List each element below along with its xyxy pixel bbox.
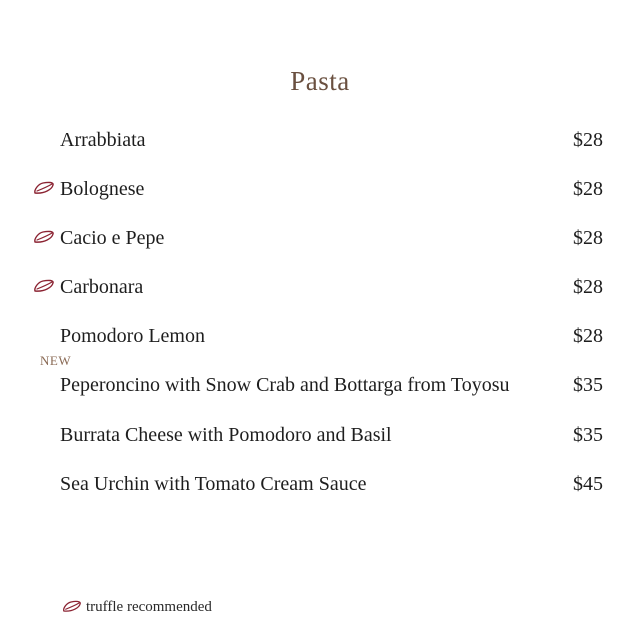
lips-icon xyxy=(62,600,82,613)
menu-item-name: Peperoncino with Snow Crab and Bottarga from Toyosu xyxy=(60,374,510,396)
lips-icon xyxy=(33,181,55,195)
menu-item xyxy=(0,469,640,499)
menu-section-title: Pasta xyxy=(290,66,350,96)
legend-text: truffle recommended xyxy=(86,599,212,615)
menu-item-price: $28 xyxy=(573,227,603,249)
menu-item xyxy=(0,353,640,400)
menu-item-name: Sea Urchin with Tomato Cream Sauce xyxy=(60,473,367,495)
menu-item-price: $28 xyxy=(573,178,603,200)
lips-icon xyxy=(33,279,55,293)
menu-item-name: Burrata Cheese with Pomodoro and Basil xyxy=(60,424,392,446)
menu-item-name: Carbonara xyxy=(60,276,144,298)
menu-item-name: Pomodoro Lemon xyxy=(60,325,205,347)
menu-item xyxy=(0,420,640,450)
menu-item-price: $35 xyxy=(573,424,603,446)
menu-item xyxy=(0,223,640,253)
menu-item xyxy=(0,125,640,155)
menu-item-price: $45 xyxy=(573,473,603,495)
menu-item-name: Bolognese xyxy=(60,178,145,200)
menu-item-name: Cacio e Pepe xyxy=(60,227,165,249)
menu-item-name: Arrabbiata xyxy=(60,129,146,151)
menu-item xyxy=(0,272,640,302)
menu-item xyxy=(0,174,640,204)
menu-item-price: $28 xyxy=(573,276,603,298)
menu-item-price: $28 xyxy=(573,325,603,347)
menu-item-price: $35 xyxy=(573,374,603,396)
lips-icon xyxy=(33,230,55,244)
menu-item-price: $28 xyxy=(573,129,603,151)
menu-item xyxy=(0,321,640,351)
new-badge: NEW xyxy=(40,353,72,368)
